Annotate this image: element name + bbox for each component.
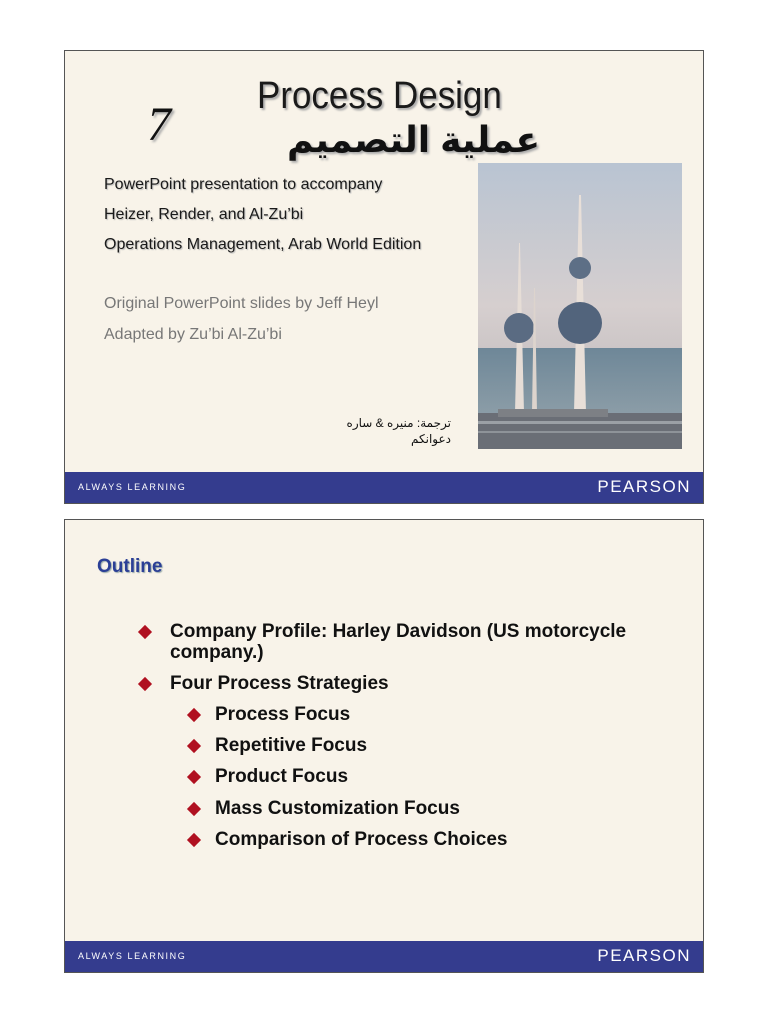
diamond-bullet-icon xyxy=(187,708,201,722)
list-item xyxy=(170,673,640,694)
list-item-text: Repetitive Focus xyxy=(215,735,368,756)
title-slide xyxy=(64,50,704,504)
sub-list-item xyxy=(215,766,655,787)
footer-tagline: ALWAYS LEARNING xyxy=(78,482,187,492)
list-item xyxy=(170,621,640,663)
footer-bar xyxy=(65,472,703,503)
subtitle-line: Heizer, Render, and Al-Zu’bi xyxy=(104,206,304,223)
sub-list-item xyxy=(215,704,655,725)
translation-credit xyxy=(347,415,451,447)
slide-title: Process Design xyxy=(257,75,502,117)
sub-list-item xyxy=(215,735,655,756)
sub-list-item xyxy=(215,798,655,819)
slide-heading: Outline xyxy=(97,556,163,577)
outline-slide xyxy=(64,519,704,973)
diamond-bullet-icon xyxy=(187,833,201,847)
publisher-logo: PEARSON xyxy=(597,477,691,496)
diamond-bullet-icon xyxy=(138,625,152,639)
list-item-text: Company Profile: Harley Davidson (US motorcycle company.) xyxy=(170,621,627,663)
list-item-text: Comparison of Process Choices xyxy=(215,829,508,850)
translation-line: دعوانكم xyxy=(411,432,451,446)
sub-list-item xyxy=(215,829,655,850)
footer-tagline: ALWAYS LEARNING xyxy=(78,951,187,961)
list-item-text: Process Focus xyxy=(215,704,351,725)
list-item-text: Product Focus xyxy=(215,766,349,787)
subtitle-line: PowerPoint presentation to accompany xyxy=(104,176,383,193)
translation-line: ترجمة: منيره & ساره xyxy=(346,416,451,430)
publisher-logo: PEARSON xyxy=(597,946,691,965)
diamond-bullet-icon xyxy=(187,770,201,784)
credit-line: Original PowerPoint slides by Jeff Heyl xyxy=(104,295,379,312)
list-item-text: Four Process Strategies xyxy=(170,673,389,694)
subtitle-line: Operations Management, Arab World Edition xyxy=(104,236,422,253)
kuwait-towers-photo xyxy=(478,163,682,449)
footer-bar xyxy=(65,941,703,972)
chapter-number: 7 xyxy=(147,98,171,151)
diamond-bullet-icon xyxy=(138,677,152,691)
slide-title-arabic: عملية التصميم xyxy=(287,119,541,160)
list-item-text: Mass Customization Focus xyxy=(215,798,460,819)
credit-line: Adapted by Zu’bi Al-Zu’bi xyxy=(104,326,282,343)
diamond-bullet-icon xyxy=(187,802,201,816)
diamond-bullet-icon xyxy=(187,739,201,753)
